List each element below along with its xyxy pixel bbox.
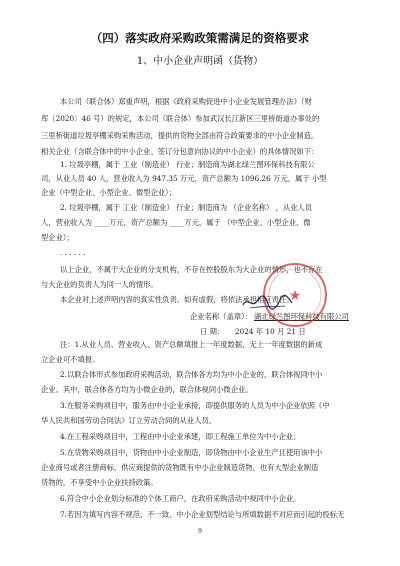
item1-line-1: 1. 垃圾亭棚，属于 工业（制造业） 行业；制造商为湖北绿兰图环保科技有限公 (60, 160, 315, 169)
intro-line-3: 三里桥街道垃圾亭棚采购采购活动，提供的货物全部由符合政策要求的中小企业制造。 (41, 131, 319, 140)
declare-line-1: 以上企业，不属于大企业的分支机构，不存在控股股东为大企业的情形，也不存在 (60, 265, 323, 274)
note-line-12: 7.若因为填写内容不规范、不一致、中小企业划型结论与所填数据不对应而引起的投标无 (60, 510, 345, 519)
item2-line-2: 人，营业收入为 ____万元，资产总额为 ____万元，属于 （中型企业、小型企业、微 (41, 218, 311, 227)
sign-label: 企业名称（盖章）： (190, 312, 253, 321)
declare-line-2: 与大企业的负责人为同一人的情形。 (41, 280, 158, 289)
note-line-9: 企业商号或者注册商标，供应商提供的货物既有中小企业制造货物，也有大型企业制造 (41, 463, 319, 472)
intro-line-4: 相关企业（含联合体中的中小企业、签订分包意向协议的中小企业）的具体情况如下： (41, 147, 319, 156)
company-name: 湖北绿兰图环保科技有限公司 (254, 312, 349, 321)
note-line-5: 3.在服务采购项目中，服务由中小企业承接，即提供服务的人员为中小企业依照《中 (60, 401, 330, 410)
handwritten-signature (240, 291, 295, 313)
intro-line-2: 库〔2020〕46 号）的规定，本公司（联合体）参加武汉长江新区三里桥街道办事处的 (41, 114, 320, 123)
item1-line-3: 企业（中型企业、小型企业、微型企业）； (41, 188, 176, 197)
date-value: 2024 年 10 月 21 日 (235, 327, 306, 336)
note-line-1: 注：1.从业人员、营业收入、资产总额填报上一年度数据，无上一年度数据的新成 (60, 340, 323, 349)
item2-line-3: 型企业）； (41, 233, 74, 242)
section-title: （四）落实政府采购政策需满足的资格要求 (90, 31, 310, 45)
note-line-7: 4.在工程采购项目中，工程由中小企业承建，即工程施工单位为中小企业； (60, 432, 301, 441)
note-line-3: 2.以联合体形式参加政府采购活动，联合体各方均为中小企业的，联合体视同中小 (60, 370, 323, 379)
intro-line-1: 本公司（联合体）郑重声明，根据《政府采购促进中小企业发展管理办法》（财 (60, 97, 312, 106)
note-line-2: 立企业可不填报。 (41, 355, 100, 364)
date-label: 日 期： (200, 327, 225, 336)
page-number: 9 (198, 528, 202, 535)
item2-line-1: 2. 垃圾亭棚，属于 工业（制造业） 行业；制造商为 （企业名称） ，从业人员 (60, 203, 313, 212)
item1-line-2: 司，从业人员 40 人，营业收入为 947.35 万元，资产总额为 1096.26 万元，属于 小型 (41, 174, 327, 183)
list-ellipsis: · · · · · · (60, 250, 86, 259)
declare-line-3: 本企业对上述声明内容的真实性负责。如有虚假，将依法承担相应责任。 (60, 295, 294, 304)
note-line-6: 华人民共和国劳动合同法》订立劳动合同的从业人员。 (41, 416, 217, 425)
note-line-11: 6.符合中小企业划分标准的个体工商户，在政府采购活动中视同中小企业。 (60, 494, 301, 503)
declaration-subtitle: 1、中小企业声明函（货物） (136, 56, 264, 67)
note-line-10: 货物的，不享受中小企业扶持政策。 (41, 478, 158, 487)
note-line-8: 5.在货物采购项目中，货物由中小企业制造，即货物由中小企业生产且使用该中小 (60, 448, 323, 457)
svg-text:★: ★ (288, 288, 302, 304)
note-line-4: 企业。其中，联合体各方均为小微企业的，联合体视同小微企业。 (41, 385, 253, 394)
